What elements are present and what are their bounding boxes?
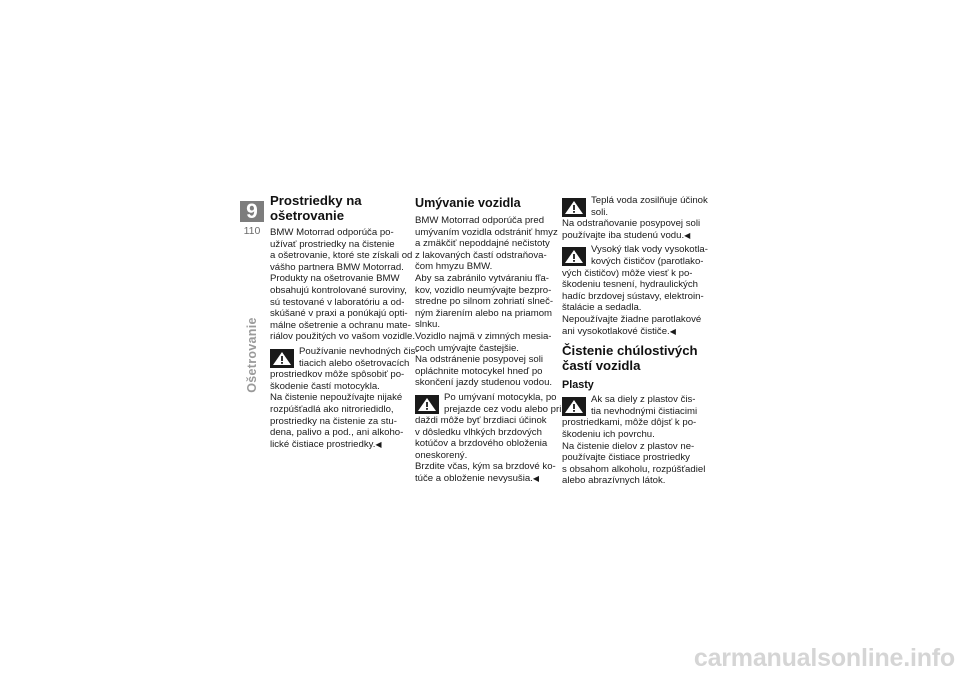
warning-care-products: Používanie nevhodných čis- tiacich alebo ošetrovacích prostriedkov môže spôsobiť po- škodenie častí motocykla. Na čistenie nepoužívajte nijaké rozpúšťadlá ako nitroriedidlo, prostriedky na čistenie za stu- dena, palivo a pod., ani alkoho- lické čistiace prostriedky.◀ — [270, 345, 419, 450]
paragraph-washing: BMW Motorrad odporúča pred umývaním vozidla odstrániť hmyz a zmäkčiť nepoddajné nečistoty z lakovaných častí odstraňova- čom hmyzu BMW. Aby sa zabránilo vytváraniu fľa- kov, vozidlo neumývajte bezpro- stredne po silnom zohriatí slneč- ným žiarením alebo na priamom slnku. Vozidlo najmä v zimných mesia- coch umývajte častejšie. Na odstránenie posypovej soli opláchnite motocykel hneď po skončení jazdy studenou vodou. — [415, 215, 558, 389]
heading-washing: Umývanie vozidla — [415, 196, 521, 210]
watermark: carmanualsonline.info — [693, 644, 955, 672]
warning-washing-brakes: Po umývaní motocykla, po prejazde cez vodu alebo pri daždi môže byť brzdiaci účinok v dôsledku vlhkých brzdových kotúčov a brzdového obloženia oneskorený. Brzdite včas, kým sa brzdové ko- túče a obloženie nevysušia.◀ — [415, 391, 562, 485]
heading-care-products: Prostriedky na ošetrovanie — [270, 193, 362, 223]
paragraph-care-products: BMW Motorrad odporúča po- užívať prostriedky na čistenie a ošetrovanie, ktoré ste získali od vášho partnera BMW Motorrad. Produkty na ošetrovanie BMW obsahujú kontrolované suroviny, sú testované v laboratóriu a od- skúšané v praxi a ponúkajú opti- málne ošetrenie a ochranu mate- riálov použitých vo vašom vozidle. — [270, 227, 416, 343]
warning-high-pressure: Vysoký tlak vody vysokotla- kových čističov (parotlako- vých čističov) môže viesť k po- škodeniu tesnení, hydraulických hadíc brzdovej sústavy, elektroin- štalácie a sedadla. Nepoužívajte žiadne parotlakové ani vysokotlakové čističe.◀ — [562, 244, 708, 337]
end-mark-icon: ◀ — [669, 326, 676, 336]
warning-triangle-icon — [415, 395, 439, 414]
end-mark-icon: ◀ — [532, 474, 540, 484]
end-mark-icon: ◀ — [684, 230, 691, 240]
chapter-number: 9 — [240, 201, 264, 222]
end-mark-icon: ◀ — [375, 439, 382, 449]
subheading-plastics: Plasty — [562, 379, 594, 392]
column-care-products — [270, 193, 419, 453]
warning-triangle-icon — [562, 247, 586, 266]
column-washing — [415, 196, 562, 488]
warning-triangle-icon — [270, 349, 294, 368]
warning-triangle-icon — [562, 397, 586, 416]
warning-triangle-icon — [562, 198, 586, 217]
warning-plastics: Ak sa diely z plastov čis- tia nevhodnými čistiacimi prostriedkami, môže dôjsť k po- škodeniu ich povrchu. Na čistenie dielov z plastov ne- používajte čistiace prostriedky s obsahom alkoholu, rozpúšťadiel alebo abrazívnych látok. — [562, 394, 706, 487]
warning-warm-water: Teplá voda zosilňuje účinok soli. Na odstraňovanie posypovej soli používajte iba studenú vodu.◀ — [562, 195, 708, 241]
heading-delicate-parts: Čistenie chúlostivých častí vozidla — [562, 343, 698, 374]
chapter-side-title: Ošetrovanie — [245, 317, 259, 393]
column-delicate-parts — [562, 193, 708, 490]
page-number: 110 — [243, 225, 261, 237]
